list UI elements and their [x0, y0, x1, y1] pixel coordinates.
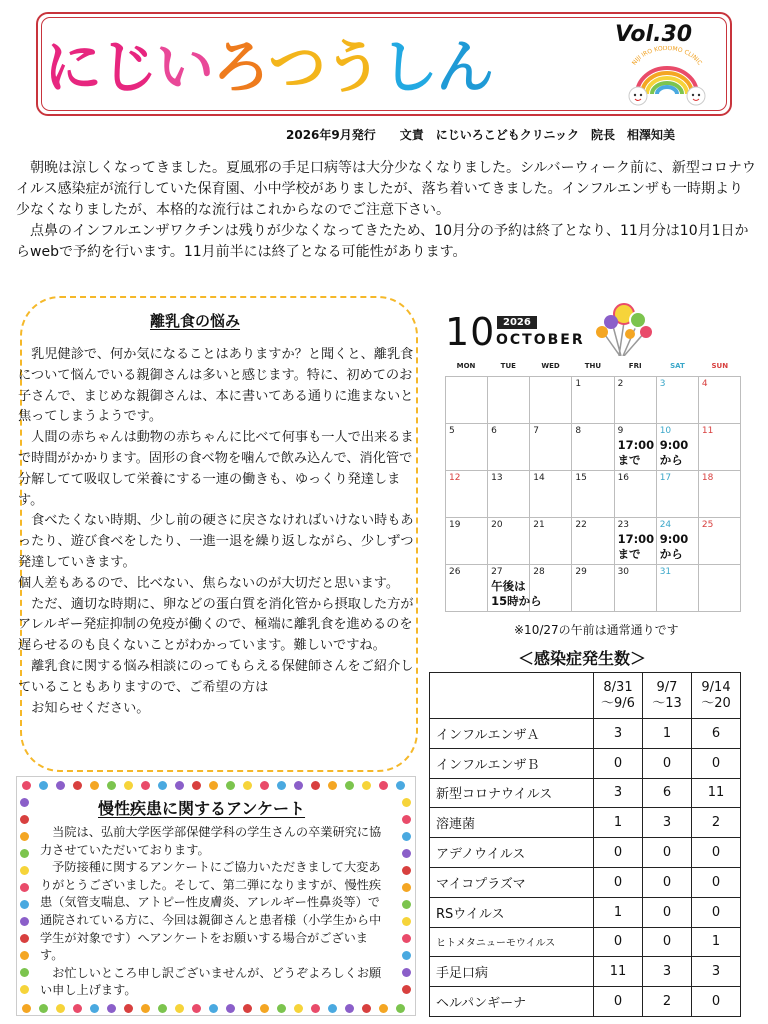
period-end: ～9/6: [601, 695, 635, 711]
case-count: 3: [594, 719, 643, 749]
disease-name: マイコプラズマ: [430, 867, 594, 897]
case-count: 0: [594, 867, 643, 897]
candy-icon: [20, 849, 29, 858]
calendar-month-number: 10: [445, 310, 496, 354]
calendar-day-cell: [656, 424, 698, 471]
disease-name: 溶連菌: [430, 808, 594, 838]
infection-period-header: [594, 673, 643, 719]
calendar-day-cell: [488, 518, 530, 565]
calendar-day-number: 14: [533, 473, 545, 483]
disease-name: アデノウイルス: [430, 838, 594, 868]
case-count: 2: [692, 808, 741, 838]
calendar-day-cell: [614, 471, 656, 518]
calendar-day-cell: [698, 377, 740, 424]
calendar-day-cell: [698, 565, 740, 612]
infection-table-row: [430, 927, 741, 957]
case-count: 0: [594, 748, 643, 778]
calendar-day-number: 13: [491, 473, 503, 483]
candy-icon: [277, 781, 286, 790]
candy-icon: [158, 1004, 167, 1013]
candy-icon: [73, 1004, 82, 1013]
candy-icon: [192, 1004, 201, 1013]
candy-icon: [379, 781, 388, 790]
calendar-day-cell: [656, 518, 698, 565]
newsletter-title: [44, 20, 492, 104]
candy-icon: [20, 900, 29, 909]
intro-paragraph: 点鼻のインフルエンザワクチンは残りが少なくなってきたため、10月分の予約は終了となり、11月分は10月1日からwebで予約を行います。11月前半には終了となる可能性があります。: [16, 223, 749, 260]
weaning-article-title: 離乳食の悩み: [150, 312, 241, 330]
candy-icon: [107, 1004, 116, 1013]
calendar-day-number: 3: [659, 379, 666, 389]
candy-icon: [22, 1004, 31, 1013]
calendar-day-cell: [656, 377, 698, 424]
infection-table: [429, 672, 741, 1017]
calendar-day-number: 15: [575, 473, 587, 483]
calendar-day-cell: [530, 471, 572, 518]
disease-name: RSウイルス: [430, 897, 594, 927]
calendar-weekday-label: SAT: [670, 362, 685, 370]
calendar-month-name: OCTOBER: [496, 332, 585, 348]
candy-icon: [20, 883, 29, 892]
calendar-weekday-label: SUN: [711, 362, 729, 370]
candy-icon: [158, 781, 167, 790]
candy-icon: [362, 1004, 371, 1013]
calendar-day-number: 29: [575, 567, 587, 577]
candy-icon: [402, 917, 411, 926]
candy-icon: [402, 832, 411, 841]
candy-icon: [56, 1004, 65, 1013]
candy-icon: [56, 781, 65, 790]
calendar-day-number: 22: [575, 520, 587, 530]
candy-icon: [260, 781, 269, 790]
calendar-day-number: 4: [701, 379, 708, 389]
calendar-day-number: 30: [617, 567, 630, 577]
case-count: 0: [643, 867, 692, 897]
candy-icon: [20, 968, 29, 977]
calendar-day-number: 5: [449, 426, 455, 436]
calendar-weekday-label: WED: [541, 362, 560, 370]
candy-icon: [311, 1004, 320, 1013]
candy-icon: [22, 781, 31, 790]
candy-icon: [328, 781, 337, 790]
volume-number: Vol.30: [615, 22, 693, 47]
candy-icon: [175, 781, 184, 790]
calendar-week-row: [446, 565, 741, 612]
candy-icon: [73, 781, 82, 790]
rainbow-logo-icon: [622, 46, 712, 108]
candy-icon: [294, 1004, 303, 1013]
candy-icon: [402, 866, 411, 875]
candy-icon: [226, 1004, 235, 1013]
candy-icon: [277, 1004, 286, 1013]
calendar-day-number: 11: [701, 426, 714, 436]
candy-icon: [345, 781, 354, 790]
case-count: 0: [643, 927, 692, 957]
period-end: ～13: [652, 695, 682, 711]
weaning-paragraph: お知らせください。: [18, 700, 150, 716]
calendar-hours-note: 午後は: [491, 579, 526, 593]
calendar-week-row: [446, 518, 741, 565]
case-count: 3: [594, 778, 643, 808]
candy-icon: [107, 781, 116, 790]
survey-paragraph: 当院は、弘前大学医学部保健学科の学生さんの卒業研究に協力させていただいております。: [40, 825, 382, 857]
disease-name: インフルエンザＡ: [430, 719, 594, 749]
calendar-hours-note: から: [659, 547, 683, 561]
case-count: 11: [594, 957, 643, 987]
case-count: 3: [692, 957, 741, 987]
calendar-week-row: [446, 424, 741, 471]
calendar-hours-note: 17:00: [617, 532, 655, 546]
case-count: 1: [643, 719, 692, 749]
calendar-day-cell: [488, 471, 530, 518]
intro-paragraph: 朝晩は涼しくなってきました。夏風邪の手足口病等は大分少なくなりました。シルバーウィーク前に、新型コロナウイルス感染症が流行していた保育園、小中学校がありましたが、落ち着いてきました。インフルエンザも一時期より少なくなりましたが、本格的な流行はこれからなのでご注意下さい。: [16, 160, 756, 218]
calendar-footnote: ※10/27の午前は通常通りです: [514, 623, 679, 637]
candy-icon: [20, 951, 29, 960]
case-count: 3: [643, 808, 692, 838]
candy-icon: [209, 781, 218, 790]
calendar-day-cell: [698, 518, 740, 565]
calendar-hours-note: 15時から: [491, 594, 542, 608]
candy-icon: [20, 985, 29, 994]
title-character: い: [156, 33, 213, 101]
calendar-day-cell: [488, 424, 530, 471]
calendar-day-number: 31: [659, 567, 672, 577]
calendar-day-cell: [698, 424, 740, 471]
title-character: ん: [436, 33, 493, 101]
disease-name: ヘルパンギーナ: [430, 987, 594, 1017]
calendar-weekday-label: THU: [584, 362, 602, 370]
weaning-paragraph: ただ、適切な時期に、卵などの蛋白質を消化管から摂取した方がアレルギー発症抑制の免疫が働くので、極端に離乳食を進めるのを遅らせるのも良くないことがわかっています。難しいですね。: [18, 596, 414, 654]
case-count: 0: [692, 867, 741, 897]
weaning-paragraph: 個人差もあるので、比べない、焦らないのが大切だと思います。: [18, 575, 400, 591]
infection-table-row: [430, 897, 741, 927]
candy-icon: [402, 883, 411, 892]
candy-icon: [402, 815, 411, 824]
calendar-day-number: 27: [491, 567, 503, 577]
candy-icon: [402, 900, 411, 909]
case-count: 0: [692, 748, 741, 778]
calendar-day-number: 21: [533, 520, 545, 530]
case-count: 0: [643, 897, 692, 927]
candy-icon: [124, 781, 133, 790]
calendar-hours-note: 9:00: [659, 438, 689, 452]
period-end: ～20: [701, 695, 731, 711]
calendar-day-cell: [530, 518, 572, 565]
infection-table-row: [430, 808, 741, 838]
calendar-week-row: [446, 471, 741, 518]
infection-table-row: [430, 748, 741, 778]
calendar-day-number: 24: [659, 520, 672, 530]
candy-icon: [20, 917, 29, 926]
calendar-day-number: 28: [533, 567, 545, 577]
intro-section: [16, 158, 756, 263]
calendar-day-cell: [488, 377, 530, 424]
candy-icon: [20, 934, 29, 943]
calendar-day-number: 8: [575, 426, 582, 436]
lollipop-icon: [593, 300, 655, 356]
infection-table-title: ＜感染症発生数＞: [518, 649, 647, 668]
calendar-day-number: 26: [449, 567, 461, 577]
case-count: 1: [594, 897, 643, 927]
case-count: 11: [692, 778, 741, 808]
candy-icon: [20, 866, 29, 875]
weaning-article-body: [18, 345, 418, 719]
infection-period-header: [643, 673, 692, 719]
candy-icon: [379, 1004, 388, 1013]
calendar-day-number: 25: [701, 520, 714, 530]
calendar-weekday-label: MON: [456, 362, 476, 370]
calendar-day-cell: [656, 471, 698, 518]
case-count: 6: [643, 778, 692, 808]
candy-icon: [20, 832, 29, 841]
candy-icon: [209, 1004, 218, 1013]
title-character: う: [324, 33, 381, 101]
case-count: 0: [692, 987, 741, 1017]
calendar-day-cell: [572, 518, 614, 565]
calendar-hours-note: から: [659, 453, 683, 467]
survey-paragraph: 予防接種に関するアンケートにご協力いただきまして大変ありがとうございました。そして、第二弾になりますが、慢性疾患（気管支喘息、アトピー性皮膚炎、アレルギー性鼻炎等）で通院されている方に、今回は親御さんと患者様（小学生から中学生が対象です）へアンケートをお願いする場合がございます。: [40, 860, 382, 963]
case-count: 1: [594, 808, 643, 838]
calendar-day-cell: [572, 565, 614, 612]
weaning-paragraph: 人間の赤ちゃんは動物の赤ちゃんに比べて何事も一人で出来るまで時間がかかります。固形の食べ物を噛んで飲み込んで、消化管で分解してて吸収して栄養にする一連の働きも、ゆっくり発達します。: [18, 430, 414, 508]
case-count: 0: [692, 838, 741, 868]
calendar-grid: [445, 376, 741, 612]
candy-icon: [124, 1004, 133, 1013]
case-count: 0: [594, 987, 643, 1017]
candy-icon: [243, 1004, 252, 1013]
infection-table-row: [430, 838, 741, 868]
infection-period-header: [692, 673, 741, 719]
candy-icon: [402, 798, 411, 807]
case-count: 0: [643, 748, 692, 778]
survey-article-title: 慢性疾患に関するアンケート: [98, 799, 306, 818]
calendar-day-number: 20: [491, 520, 503, 530]
survey-paragraph: お忙しいところ申し訳ございませんが、どうぞよろしくお願い申し上げます。: [40, 965, 382, 998]
calendar-week-row: [446, 377, 741, 424]
calendar-day-number: 1: [575, 379, 582, 389]
case-count: 0: [594, 927, 643, 957]
calendar-day-number: 7: [533, 426, 540, 436]
calendar-year: 2026: [497, 316, 537, 329]
infection-table-header-row: [430, 673, 741, 719]
case-count: 0: [692, 897, 741, 927]
title-character: に: [44, 33, 101, 101]
candy-icon: [345, 1004, 354, 1013]
calendar-day-cell: [572, 377, 614, 424]
disease-name: 手足口病: [430, 957, 594, 987]
calendar-day-number: 6: [491, 426, 497, 436]
disease-name: インフルエンザＢ: [430, 748, 594, 778]
candy-icon: [402, 985, 411, 994]
candy-icon: [396, 1004, 405, 1013]
title-character: ろ: [212, 33, 269, 101]
calendar-weekday-label: FRI: [628, 362, 642, 370]
period-start: 8/31: [603, 679, 633, 695]
infection-table-row: [430, 778, 741, 808]
candy-icon: [90, 1004, 99, 1013]
candy-icon: [328, 1004, 337, 1013]
infection-table-corner: [430, 673, 594, 719]
calendar-day-cell: [698, 471, 740, 518]
candy-icon: [39, 781, 48, 790]
title-character: し: [380, 33, 437, 101]
candy-icon: [90, 781, 99, 790]
candy-icon: [141, 781, 150, 790]
calendar-weekday-label: TUE: [500, 362, 516, 370]
candy-icon: [294, 781, 303, 790]
calendar-hours-note: 9:00: [659, 532, 689, 546]
calendar-day-cell: [446, 471, 488, 518]
issue-info: 2026年9月発行 文責 にじいろこどもクリニック 院長 相澤知美: [286, 128, 676, 142]
calendar-day-cell: [446, 565, 488, 612]
case-count: 6: [692, 719, 741, 749]
infection-table-row: [430, 957, 741, 987]
candy-icon: [175, 1004, 184, 1013]
case-count: 0: [643, 838, 692, 868]
candy-icon: [243, 781, 252, 790]
calendar-day-number: 17: [659, 473, 672, 483]
case-count: 0: [594, 838, 643, 868]
candy-icon: [226, 781, 235, 790]
calendar-day-number: 16: [617, 473, 630, 483]
calendar-day-number: 10: [659, 426, 672, 436]
title-character: つ: [268, 33, 325, 101]
calendar-day-cell: [530, 424, 572, 471]
calendar-day-cell: [446, 377, 488, 424]
calendar-day-number: 9: [617, 426, 624, 436]
candy-icon: [20, 798, 29, 807]
weaning-paragraph: 乳児健診で、何か気になることはありますか？と聞くと、離乳食について悩んでいる親御さんは多いと感じます。特に、初めてのお子さんで、まじめな親御さんは、本に書いてある通りに進まないと焦ってしまうようです。: [18, 347, 414, 425]
candy-icon: [39, 1004, 48, 1013]
infection-table-row: [430, 987, 741, 1017]
calendar-day-cell: [446, 424, 488, 471]
calendar-day-cell: [446, 518, 488, 565]
calendar-day-cell: [614, 377, 656, 424]
candy-icon: [402, 968, 411, 977]
weaning-paragraph: 離乳食に関する悩み相談にのってもらえる保健師さんをご紹介していることもありますので、ご希望の方は: [18, 658, 414, 695]
candy-icon: [260, 1004, 269, 1013]
disease-name: 新型コロナウイルス: [430, 778, 594, 808]
case-count: 3: [643, 957, 692, 987]
infection-table-row: [430, 719, 741, 749]
calendar-hours-note: 17:00: [617, 438, 655, 452]
calendar-day-cell: [572, 471, 614, 518]
period-start: 9/14: [701, 679, 731, 695]
calendar-weekday-header: [446, 362, 742, 376]
calendar-day-number: 23: [617, 520, 630, 530]
title-character: じ: [100, 33, 157, 101]
calendar-day-cell: [614, 565, 656, 612]
infection-table-row: [430, 867, 741, 897]
survey-article-body: [40, 824, 388, 1000]
logo-text: NIJI IRO KODOMO CLINIC: [630, 46, 704, 67]
calendar-day-cell: [530, 377, 572, 424]
calendar-day-number: 18: [701, 473, 714, 483]
candy-icon: [311, 781, 320, 790]
candy-icon: [396, 781, 405, 790]
candy-icon: [141, 1004, 150, 1013]
candy-icon: [362, 781, 371, 790]
period-start: 9/7: [656, 679, 678, 695]
candy-icon: [402, 849, 411, 858]
calendar-day-number: 19: [449, 520, 461, 530]
calendar-day-cell: [572, 424, 614, 471]
calendar-hours-note: まで: [617, 547, 641, 561]
case-count: 1: [692, 927, 741, 957]
calendar-day-cell: [614, 424, 656, 471]
calendar-day-cell: [614, 518, 656, 565]
disease-name: ヒトメタニューモウイルス: [430, 927, 594, 957]
calendar-day-cell: [656, 565, 698, 612]
calendar-day-number: 2: [617, 379, 624, 389]
candy-icon: [20, 815, 29, 824]
candy-icon: [192, 781, 201, 790]
case-count: 2: [643, 987, 692, 1017]
candy-icon: [402, 934, 411, 943]
weaning-paragraph: 食べたくない時期、少し前の硬さに戻さなければいけない時もあったり、遊び食べをしたり、一進一退を繰り返しながら、少しずつ発達していきます。: [18, 513, 414, 570]
candy-icon: [402, 951, 411, 960]
calendar-day-number: 12: [449, 473, 461, 483]
calendar-hours-note: まで: [617, 453, 641, 467]
